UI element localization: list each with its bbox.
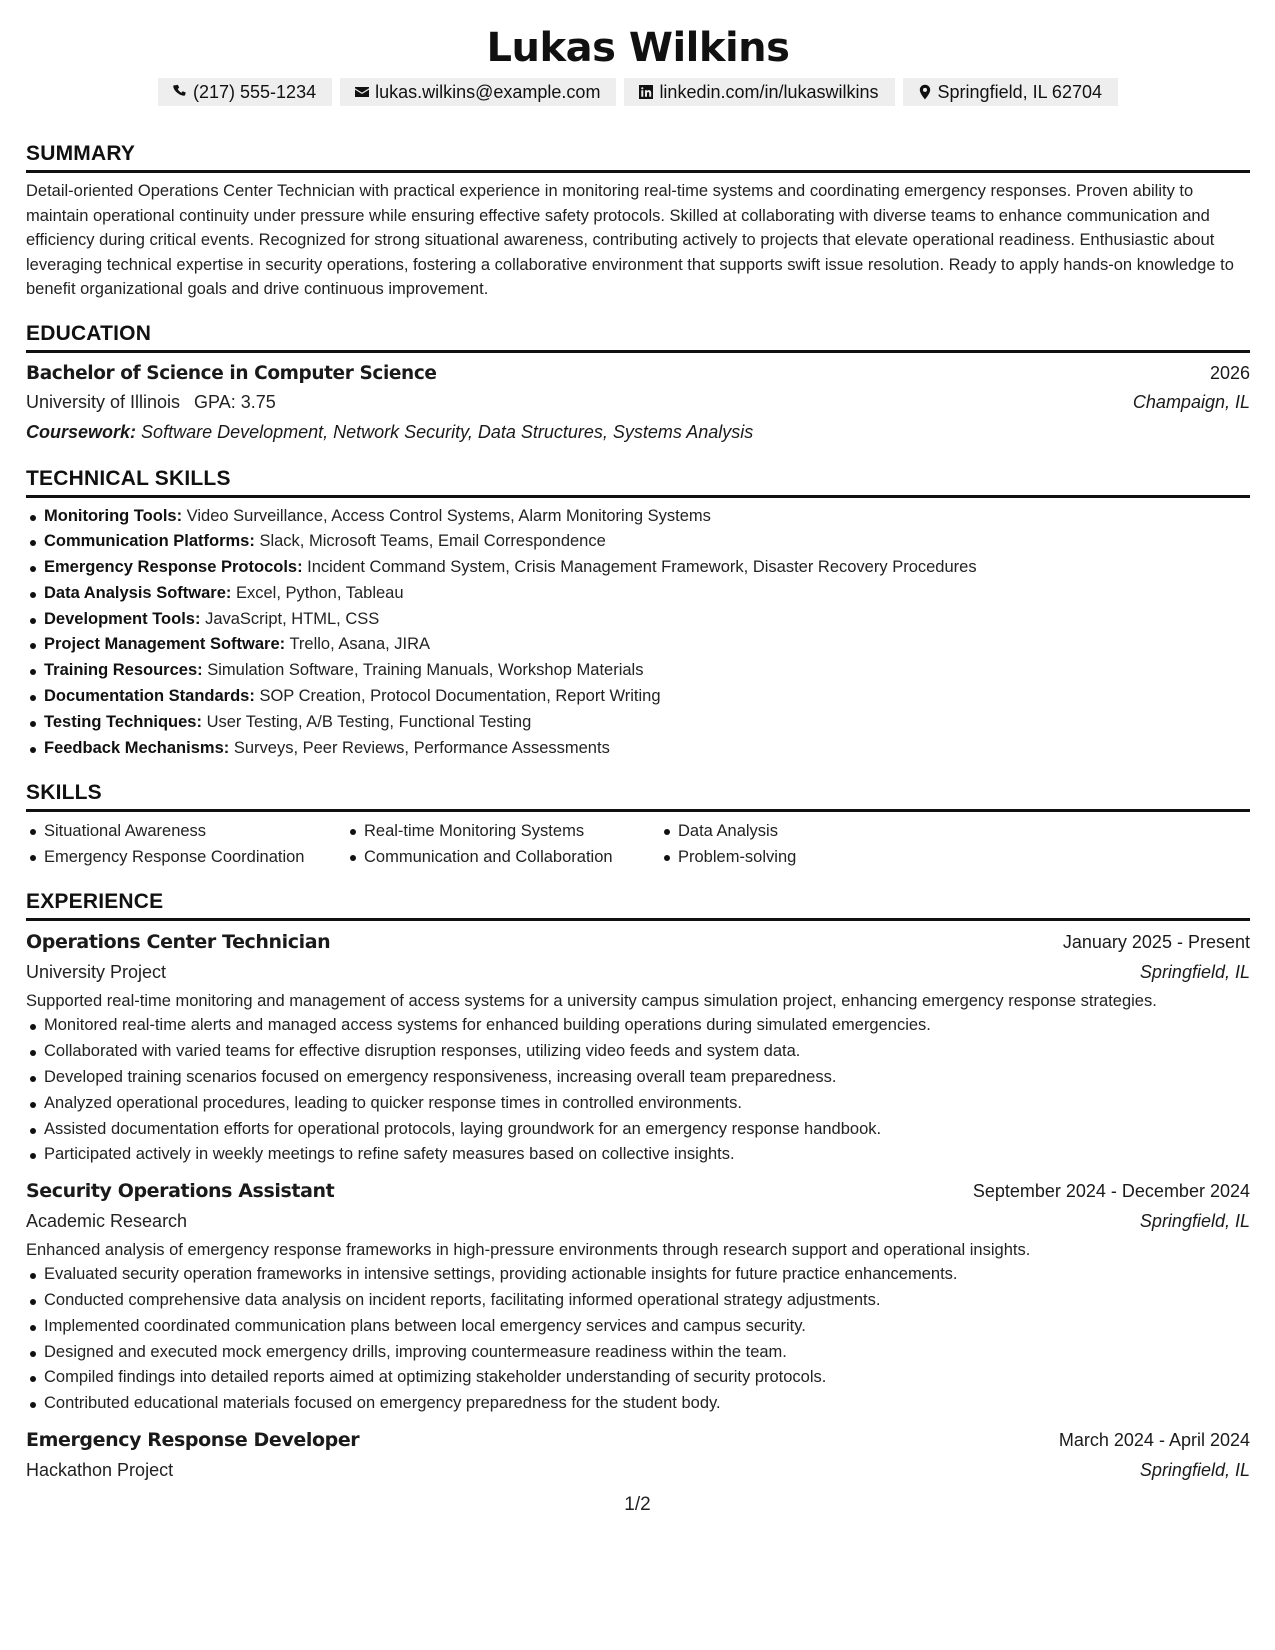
section-title-skills: SKILLS bbox=[26, 781, 102, 805]
contact-phone[interactable] bbox=[158, 78, 332, 106]
skill-category: Development Tools: bbox=[44, 609, 201, 628]
job-dates: September 2024 - December 2024 bbox=[972, 1181, 1250, 1202]
job-title: Operations Center Technician bbox=[26, 931, 331, 954]
job-dates: March 2024 - April 2024 bbox=[1058, 1430, 1250, 1451]
list-item: Assisted documentation efforts for operational protocols, laying groundwork for an emergency response handbook. bbox=[26, 1117, 1250, 1143]
technical-skills-section bbox=[26, 465, 1250, 762]
section-divider bbox=[26, 495, 1250, 498]
skill-category: Feedback Mechanisms: bbox=[44, 738, 230, 757]
envelope-icon bbox=[354, 84, 370, 100]
section-divider bbox=[26, 170, 1250, 173]
section-title-experience: EXPERIENCE bbox=[26, 890, 164, 914]
skill-values: User Testing, A/B Testing, Functional Testing bbox=[206, 712, 532, 731]
list-item: Designed and executed mock emergency drills, improving countermeasure readiness within the team. bbox=[26, 1340, 1250, 1366]
school-name: University of Illinois bbox=[26, 391, 181, 412]
job-entry bbox=[26, 1176, 1250, 1417]
skill-values: Incident Command System, Crisis Management Framework, Disaster Recovery Procedures bbox=[307, 558, 977, 577]
skill-values: Excel, Python, Tableau bbox=[235, 583, 404, 602]
phone-icon bbox=[172, 84, 188, 100]
list-item bbox=[26, 736, 1250, 762]
job-dates: January 2025 - Present bbox=[1062, 932, 1250, 953]
experience-section bbox=[26, 888, 1250, 1485]
contact-linkedin[interactable] bbox=[624, 78, 894, 106]
job-entry bbox=[26, 927, 1250, 1168]
skill-values: JavaScript, HTML, CSS bbox=[205, 609, 380, 628]
skill-category: Documentation Standards: bbox=[44, 687, 255, 706]
contact-email-text: lukas.wilkins@example.com bbox=[375, 82, 601, 102]
skills-grid bbox=[26, 818, 1250, 870]
contact-phone-text: (217) 555-1234 bbox=[193, 82, 317, 102]
job-description: Supported real-time monitoring and management of access systems for a university campus simulation project, enhancing emergency response strategies. bbox=[26, 992, 1157, 1011]
map-pin-icon bbox=[917, 84, 933, 100]
list-item: Participated actively in weekly meetings to refine safety measures based on collective insights. bbox=[26, 1142, 1250, 1168]
degree-title: Bachelor of Science in Computer Science bbox=[26, 362, 437, 384]
skills-column bbox=[26, 818, 346, 870]
skill-values: Surveys, Peer Reviews, Performance Assessments bbox=[233, 738, 610, 757]
skills-section bbox=[26, 779, 1250, 870]
skill-values: Trello, Asana, JIRA bbox=[289, 635, 431, 654]
job-bullets bbox=[26, 1013, 1250, 1168]
skills-column bbox=[346, 818, 660, 870]
skills-column bbox=[660, 818, 960, 870]
school-line bbox=[26, 388, 276, 417]
skill-values: Slack, Microsoft Teams, Email Correspondence bbox=[259, 532, 606, 551]
list-item: Analyzed operational procedures, leading to quicker response times in controlled environments. bbox=[26, 1091, 1250, 1117]
list-item: Collaborated with varied teams for effective disruption responses, utilizing video feeds and system data. bbox=[26, 1039, 1250, 1065]
school-location: Champaign, IL bbox=[1132, 391, 1250, 412]
job-bullets bbox=[26, 1262, 1250, 1417]
page-number: 1/2 bbox=[624, 1494, 651, 1515]
section-divider bbox=[26, 809, 1250, 812]
job-entry bbox=[26, 1425, 1250, 1485]
linkedin-icon bbox=[638, 84, 654, 100]
list-item: Situational Awareness bbox=[26, 818, 346, 844]
job-title: Security Operations Assistant bbox=[26, 1180, 335, 1203]
list-item bbox=[26, 632, 1250, 658]
contact-email[interactable] bbox=[340, 78, 616, 106]
list-item: Monitored real-time alerts and managed access systems for enhanced building operations during simulated emergencies. bbox=[26, 1013, 1250, 1039]
coursework-label: Coursework: bbox=[26, 421, 137, 442]
list-item: Emergency Response Coordination bbox=[26, 844, 346, 870]
list-item bbox=[26, 529, 1250, 555]
list-item bbox=[26, 658, 1250, 684]
job-organization: Hackathon Project bbox=[26, 1460, 174, 1481]
section-title-technical-skills: TECHNICAL SKILLS bbox=[26, 466, 231, 490]
skill-category: Data Analysis Software: bbox=[44, 583, 232, 602]
list-item bbox=[26, 555, 1250, 581]
coursework-line bbox=[26, 417, 1250, 447]
education-section bbox=[26, 320, 1250, 447]
section-divider bbox=[26, 350, 1250, 353]
list-item: Data Analysis bbox=[660, 818, 960, 844]
coursework-list: Software Development, Network Security, Data Structures, Systems Analysis bbox=[141, 421, 754, 442]
technical-skills-list bbox=[26, 504, 1250, 762]
skill-values: Simulation Software, Training Manuals, Workshop Materials bbox=[207, 661, 644, 680]
list-item: Contributed educational materials focused on emergency preparedness for the student body. bbox=[26, 1391, 1250, 1417]
graduation-year: 2026 bbox=[1209, 362, 1250, 383]
skill-category: Training Resources: bbox=[44, 661, 203, 680]
summary-section bbox=[26, 140, 1250, 302]
job-title: Emergency Response Developer bbox=[26, 1429, 360, 1452]
skill-category: Communication Platforms: bbox=[44, 532, 255, 551]
skill-category: Emergency Response Protocols: bbox=[44, 558, 303, 577]
list-item: Conducted comprehensive data analysis on incident reports, facilitating informed operational strategy adjustments. bbox=[26, 1288, 1250, 1314]
contact-bar bbox=[26, 78, 1250, 106]
list-item: Evaluated security operation frameworks in intensive settings, providing actionable insights for future practice enhancements. bbox=[26, 1262, 1250, 1288]
list-item bbox=[26, 581, 1250, 607]
candidate-name: Lukas Wilkins bbox=[486, 25, 790, 71]
job-location: Springfield, IL bbox=[1139, 962, 1250, 983]
job-description: Enhanced analysis of emergency response frameworks in high-pressure environments through research support and operational insights. bbox=[26, 1241, 1031, 1260]
list-item: Developed training scenarios focused on emergency responsiveness, increasing overall team preparedness. bbox=[26, 1065, 1250, 1091]
list-item: Real-time Monitoring Systems bbox=[346, 818, 660, 844]
section-divider bbox=[26, 918, 1250, 921]
skill-category: Testing Techniques: bbox=[44, 712, 202, 731]
list-item bbox=[26, 607, 1250, 633]
contact-location-text: Springfield, IL 62704 bbox=[937, 82, 1102, 102]
list-item bbox=[26, 710, 1250, 736]
list-item: Problem-solving bbox=[660, 844, 960, 870]
skill-category: Project Management Software: bbox=[44, 635, 286, 654]
section-title-education: EDUCATION bbox=[26, 321, 152, 345]
contact-location bbox=[903, 78, 1118, 106]
section-title-summary: SUMMARY bbox=[26, 142, 136, 165]
list-item bbox=[26, 684, 1250, 710]
job-location: Springfield, IL bbox=[1139, 1211, 1250, 1232]
summary-text: Detail-oriented Operations Center Technician with practical experience in monitoring real-time systems and coordinating emergency responses. Proven ability to maintain operational continuity under pressure while ensuring effective safety protocols. Skilled at collaborating with diverse teams to enhance communication and efficiency during critical events. Recognized for strong situational awareness, contributing actively to projects that elevate operational readiness. Enthusiastic about leveraging technical expertise in security operations, fostering a collaborative environment that supports swift issue resolution. Ready to apply hands-on knowledge to benefit organizational goals and drive continuous improvement. bbox=[26, 182, 1234, 298]
job-location: Springfield, IL bbox=[1139, 1460, 1250, 1481]
list-item: Compiled findings into detailed reports aimed at optimizing stakeholder understanding of security protocols. bbox=[26, 1365, 1250, 1391]
job-organization: Academic Research bbox=[26, 1211, 188, 1232]
resume-page bbox=[26, 0, 1250, 1650]
contact-linkedin-text: linkedin.com/in/lukaswilkins bbox=[659, 82, 879, 102]
gpa: GPA: 3.75 bbox=[194, 391, 276, 412]
list-item: Communication and Collaboration bbox=[346, 844, 660, 870]
skill-values: Video Surveillance, Access Control Systems, Alarm Monitoring Systems bbox=[186, 506, 711, 525]
list-item: Implemented coordinated communication plans between local emergency services and campus security. bbox=[26, 1314, 1250, 1340]
list-item bbox=[26, 504, 1250, 530]
skill-values: SOP Creation, Protocol Documentation, Report Writing bbox=[259, 687, 661, 706]
skill-category: Monitoring Tools: bbox=[44, 506, 183, 525]
job-organization: University Project bbox=[26, 962, 167, 983]
